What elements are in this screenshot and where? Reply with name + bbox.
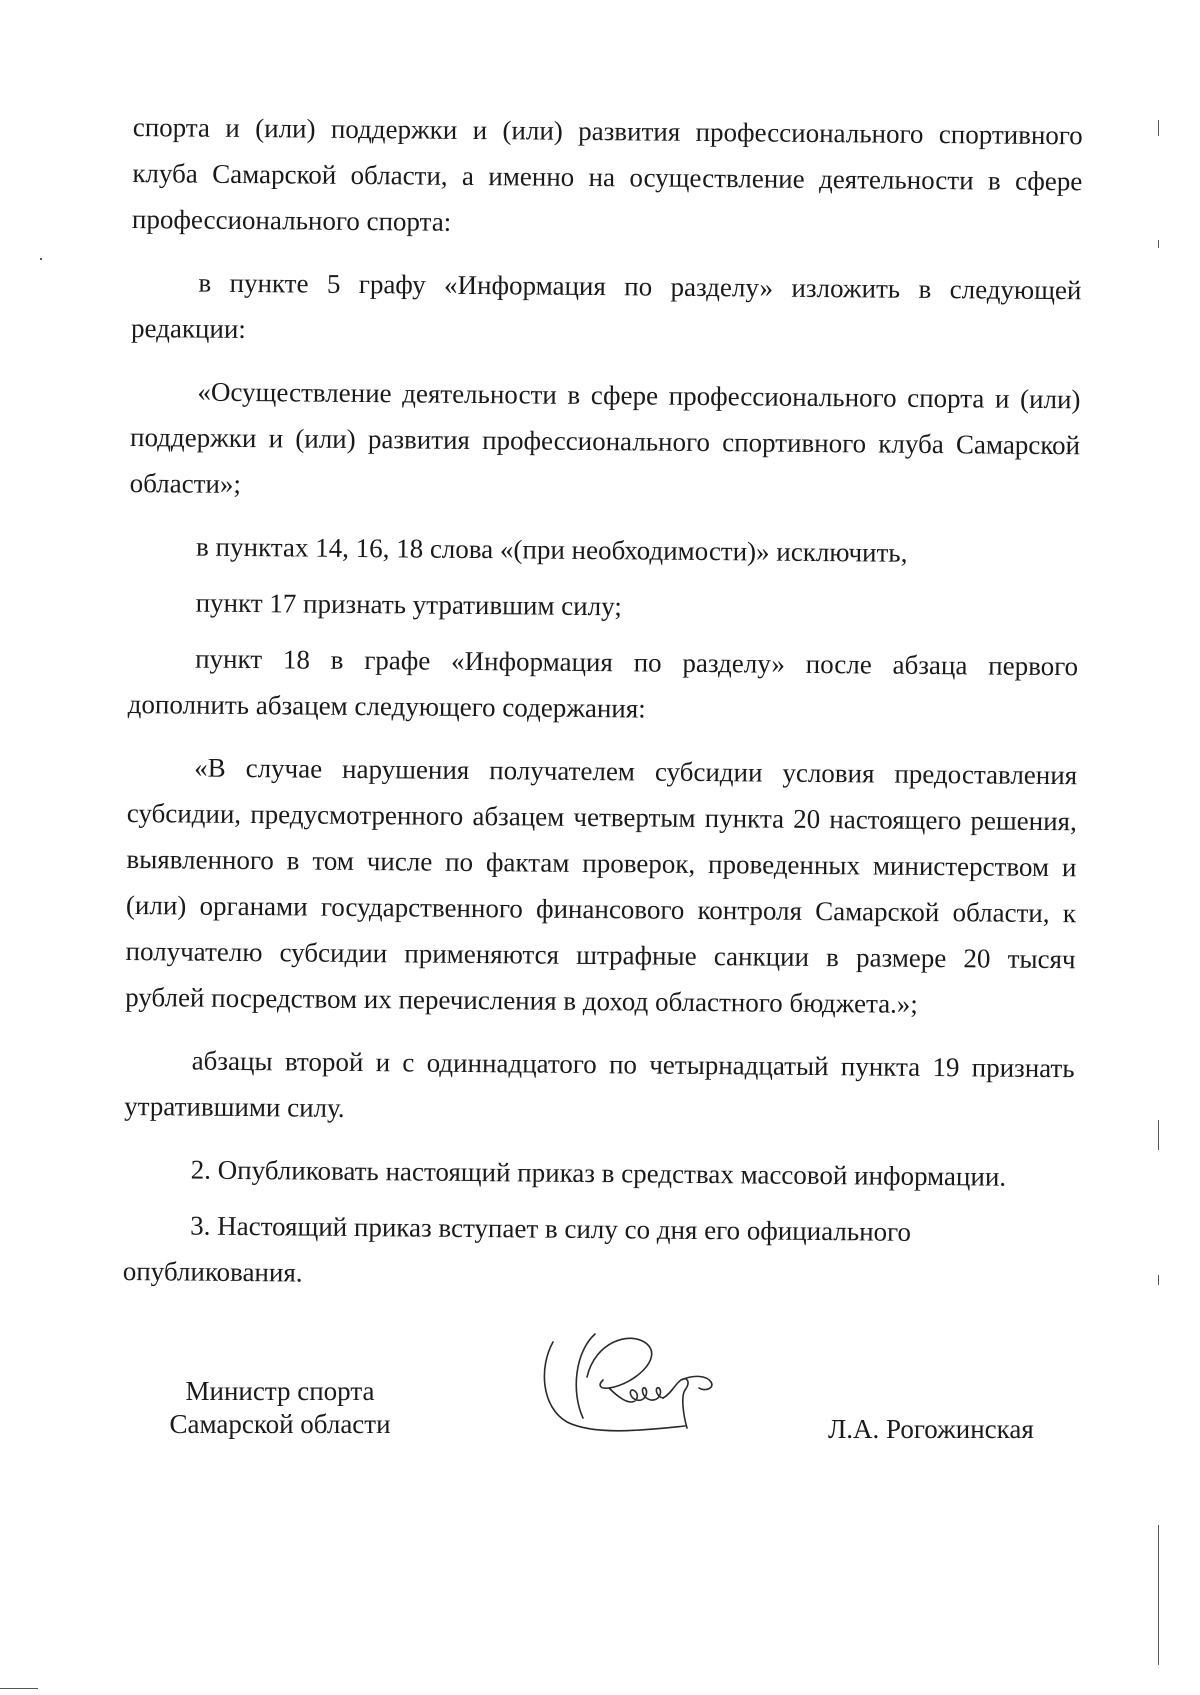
signatory-position [150,1375,410,1441]
scan-edge-mark [1158,1120,1159,1150]
paragraph-3: «Осуществление деятельности в сфере профессионального спорта и (или) поддержки и (или) развития профессионального спортивного клуба Самарской области»; [129,376,1081,499]
scan-edge-mark [1158,1275,1159,1285]
paragraph-10: 3. Настоящий приказ вступает в силу со дня его официального опубликования. [122,1210,912,1288]
scan-edge-mark [1158,120,1159,136]
document-body [122,104,1082,1319]
paragraph-5: пункт 17 признать утратившим силу; [195,587,622,622]
paragraph-4: в пунктах 14, 16, 18 слова «(при необходимости)» исключить, [196,531,908,568]
paragraph-9: 2. Опубликовать настоящий приказ в средствах массовой информации. [190,1154,1007,1192]
scan-edge-mark [40,258,42,260]
paragraph-7: «В случае нарушения получателем субсидии условия предоставления субсидии, предусмотренного абзацем четвертым пункта 20 настоящего решения, выявленного в том числе по фактам проверок, проведенных министерством и (или) органами государственного финансового контроля Самарской области, к получателю субсидии применяются штрафные санкции в размере 20 тысяч рублей посредством их перечисления в доход областного бюджета.»; [125,752,1078,1019]
scan-edge-mark [1158,1525,1159,1665]
paragraph-8: абзацы второй и с одиннадцатого по четырнадцатый пункта 19 признать утратившими силу. [124,1045,1075,1123]
paragraph-2: в пункте 5 графу «Информация по разделу» изложить в следующей редакции: [130,267,1082,344]
position-line-2: Самарской области [169,1409,391,1439]
scan-edge-mark [1158,240,1159,248]
paragraph-6: пункт 18 в графе «Информация по разделу» после абзаца первого дополнить абзацем следующего содержания: [127,643,1079,724]
signatory-name: Л.А. Рогожинская [828,1414,1034,1444]
position-line-1: Министр спорта [185,1376,375,1406]
paragraph-1: спорта и (или) поддержки и (или) развития профессионального спортивного клуба Самарской области, а именно на осуществление деятельности в сфере профессионального спорта: [131,111,1083,237]
handwritten-signature [535,1322,765,1442]
scan-edge-mark [0,1688,38,1689]
